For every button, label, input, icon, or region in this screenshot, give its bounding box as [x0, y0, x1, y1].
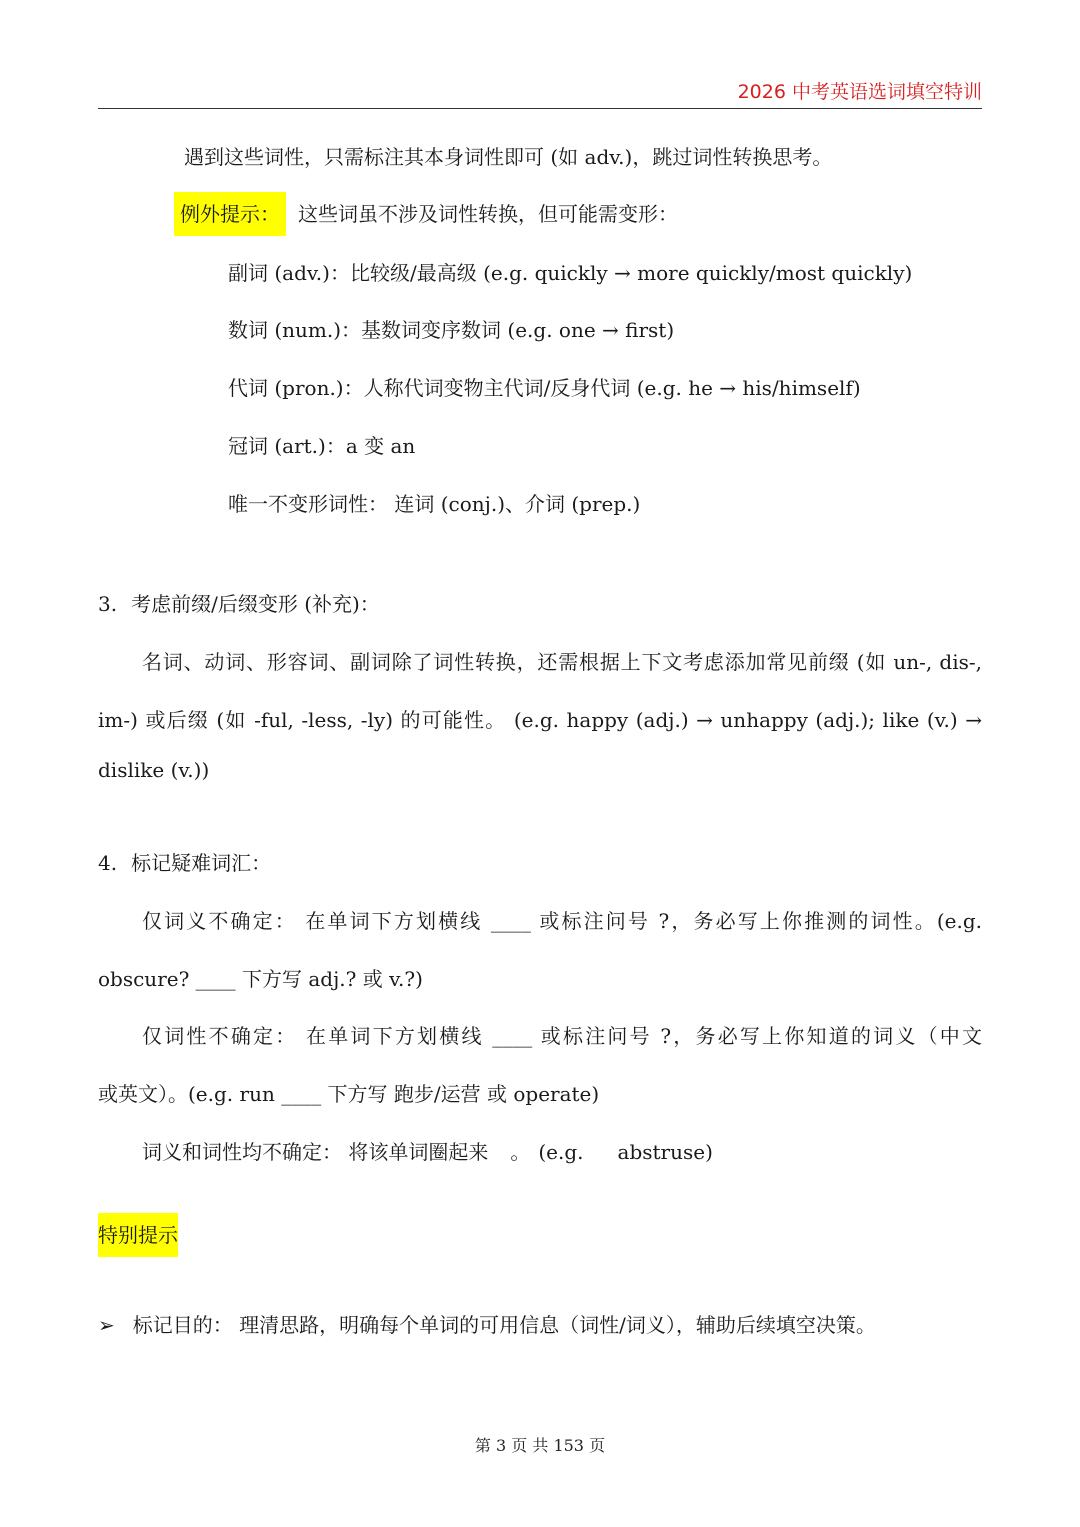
- pos-unsure-line-2: 或英文）。(e.g. run ____ 下方写 跑步/运营 或 operate): [98, 1082, 600, 1106]
- exception-item-adverb: 副词 (adv.)：比较级/最高级 (e.g. quickly → more quickly/most quickly): [228, 261, 913, 285]
- intro-line: 遇到这些词性，只需标注其本身词性即可 (如 adv.)，跳过词性转换思考。: [184, 145, 833, 169]
- special-label: 特别提示: [98, 1213, 178, 1257]
- exception-line: [174, 192, 678, 236]
- exception-label: 例外提示：: [174, 192, 286, 236]
- header-rule: [98, 108, 982, 109]
- section3-heading: [98, 589, 380, 619]
- pos-unsure-line-1: 仅词性不确定： 在单词下方划横线 ____ 或标注问号 ?，务必写上你知道的词义（中文: [142, 1024, 982, 1048]
- section3-number: 3.: [98, 592, 118, 616]
- exception-item-numeral: 数词 (num.)：基数词变序数词 (e.g. one → first): [228, 318, 675, 342]
- header-title: 2026 中考英语选词填空特训: [737, 81, 982, 103]
- arrow-bullet-icon: ➢: [98, 1313, 115, 1337]
- both-unsure-dot: 。: [510, 1140, 531, 1164]
- section3-line-1: 名词、动词、形容词、副词除了词性转换，还需根据上下文考虑添加常见前缀 (如 un-, dis-,: [142, 650, 982, 674]
- section4-title: 标记疑难词汇：: [131, 851, 272, 875]
- exception-text: 这些词虽不涉及词性转换，但可能需变形：: [298, 202, 678, 226]
- both-unsure-text: 词义和词性均不确定： 将该单词圈起来: [142, 1140, 489, 1164]
- both-unsure-line: [142, 1137, 713, 1167]
- section4-number: 4.: [98, 851, 118, 875]
- meaning-unsure-line-1: 仅词义不确定： 在单词下方划横线 ____ 或标注问号 ?，务必写上你推测的词性。(e.g.: [142, 909, 982, 933]
- both-unsure-word: abstruse): [617, 1140, 713, 1164]
- special-bullet-line: [98, 1310, 876, 1340]
- both-unsure-eg: (e.g.: [538, 1140, 584, 1164]
- section4-heading: [98, 848, 271, 878]
- special-label-line: [98, 1213, 178, 1257]
- section3-line-2: im-) 或后缀 (如 -ful, -less, -ly) 的可能性。 (e.g. happy (adj.) → unhappy (adj.); like (v.) →: [98, 708, 982, 732]
- exception-item-article: 冠词 (art.)：a 变 an: [228, 434, 416, 458]
- exception-item-pronoun: 代词 (pron.)：人称代词变物主代词/反身代词 (e.g. he → his/himself): [228, 376, 861, 400]
- section3-title: 考虑前缀/后缀变形 (补充)：: [131, 592, 380, 616]
- exception-item-invariant: 唯一不变形词性： 连词 (conj.)、介词 (prep.): [228, 492, 641, 516]
- special-text: 标记目的： 理清思路，明确每个单词的可用信息（词性/词义），辅助后续填空决策。: [132, 1313, 876, 1337]
- page-footer: 第 3 页 共 153 页: [474, 1436, 606, 1455]
- section3-line-3: dislike (v.)): [98, 758, 210, 782]
- meaning-unsure-line-2: obscure? ____ 下方写 adj.? 或 v.?): [98, 967, 423, 991]
